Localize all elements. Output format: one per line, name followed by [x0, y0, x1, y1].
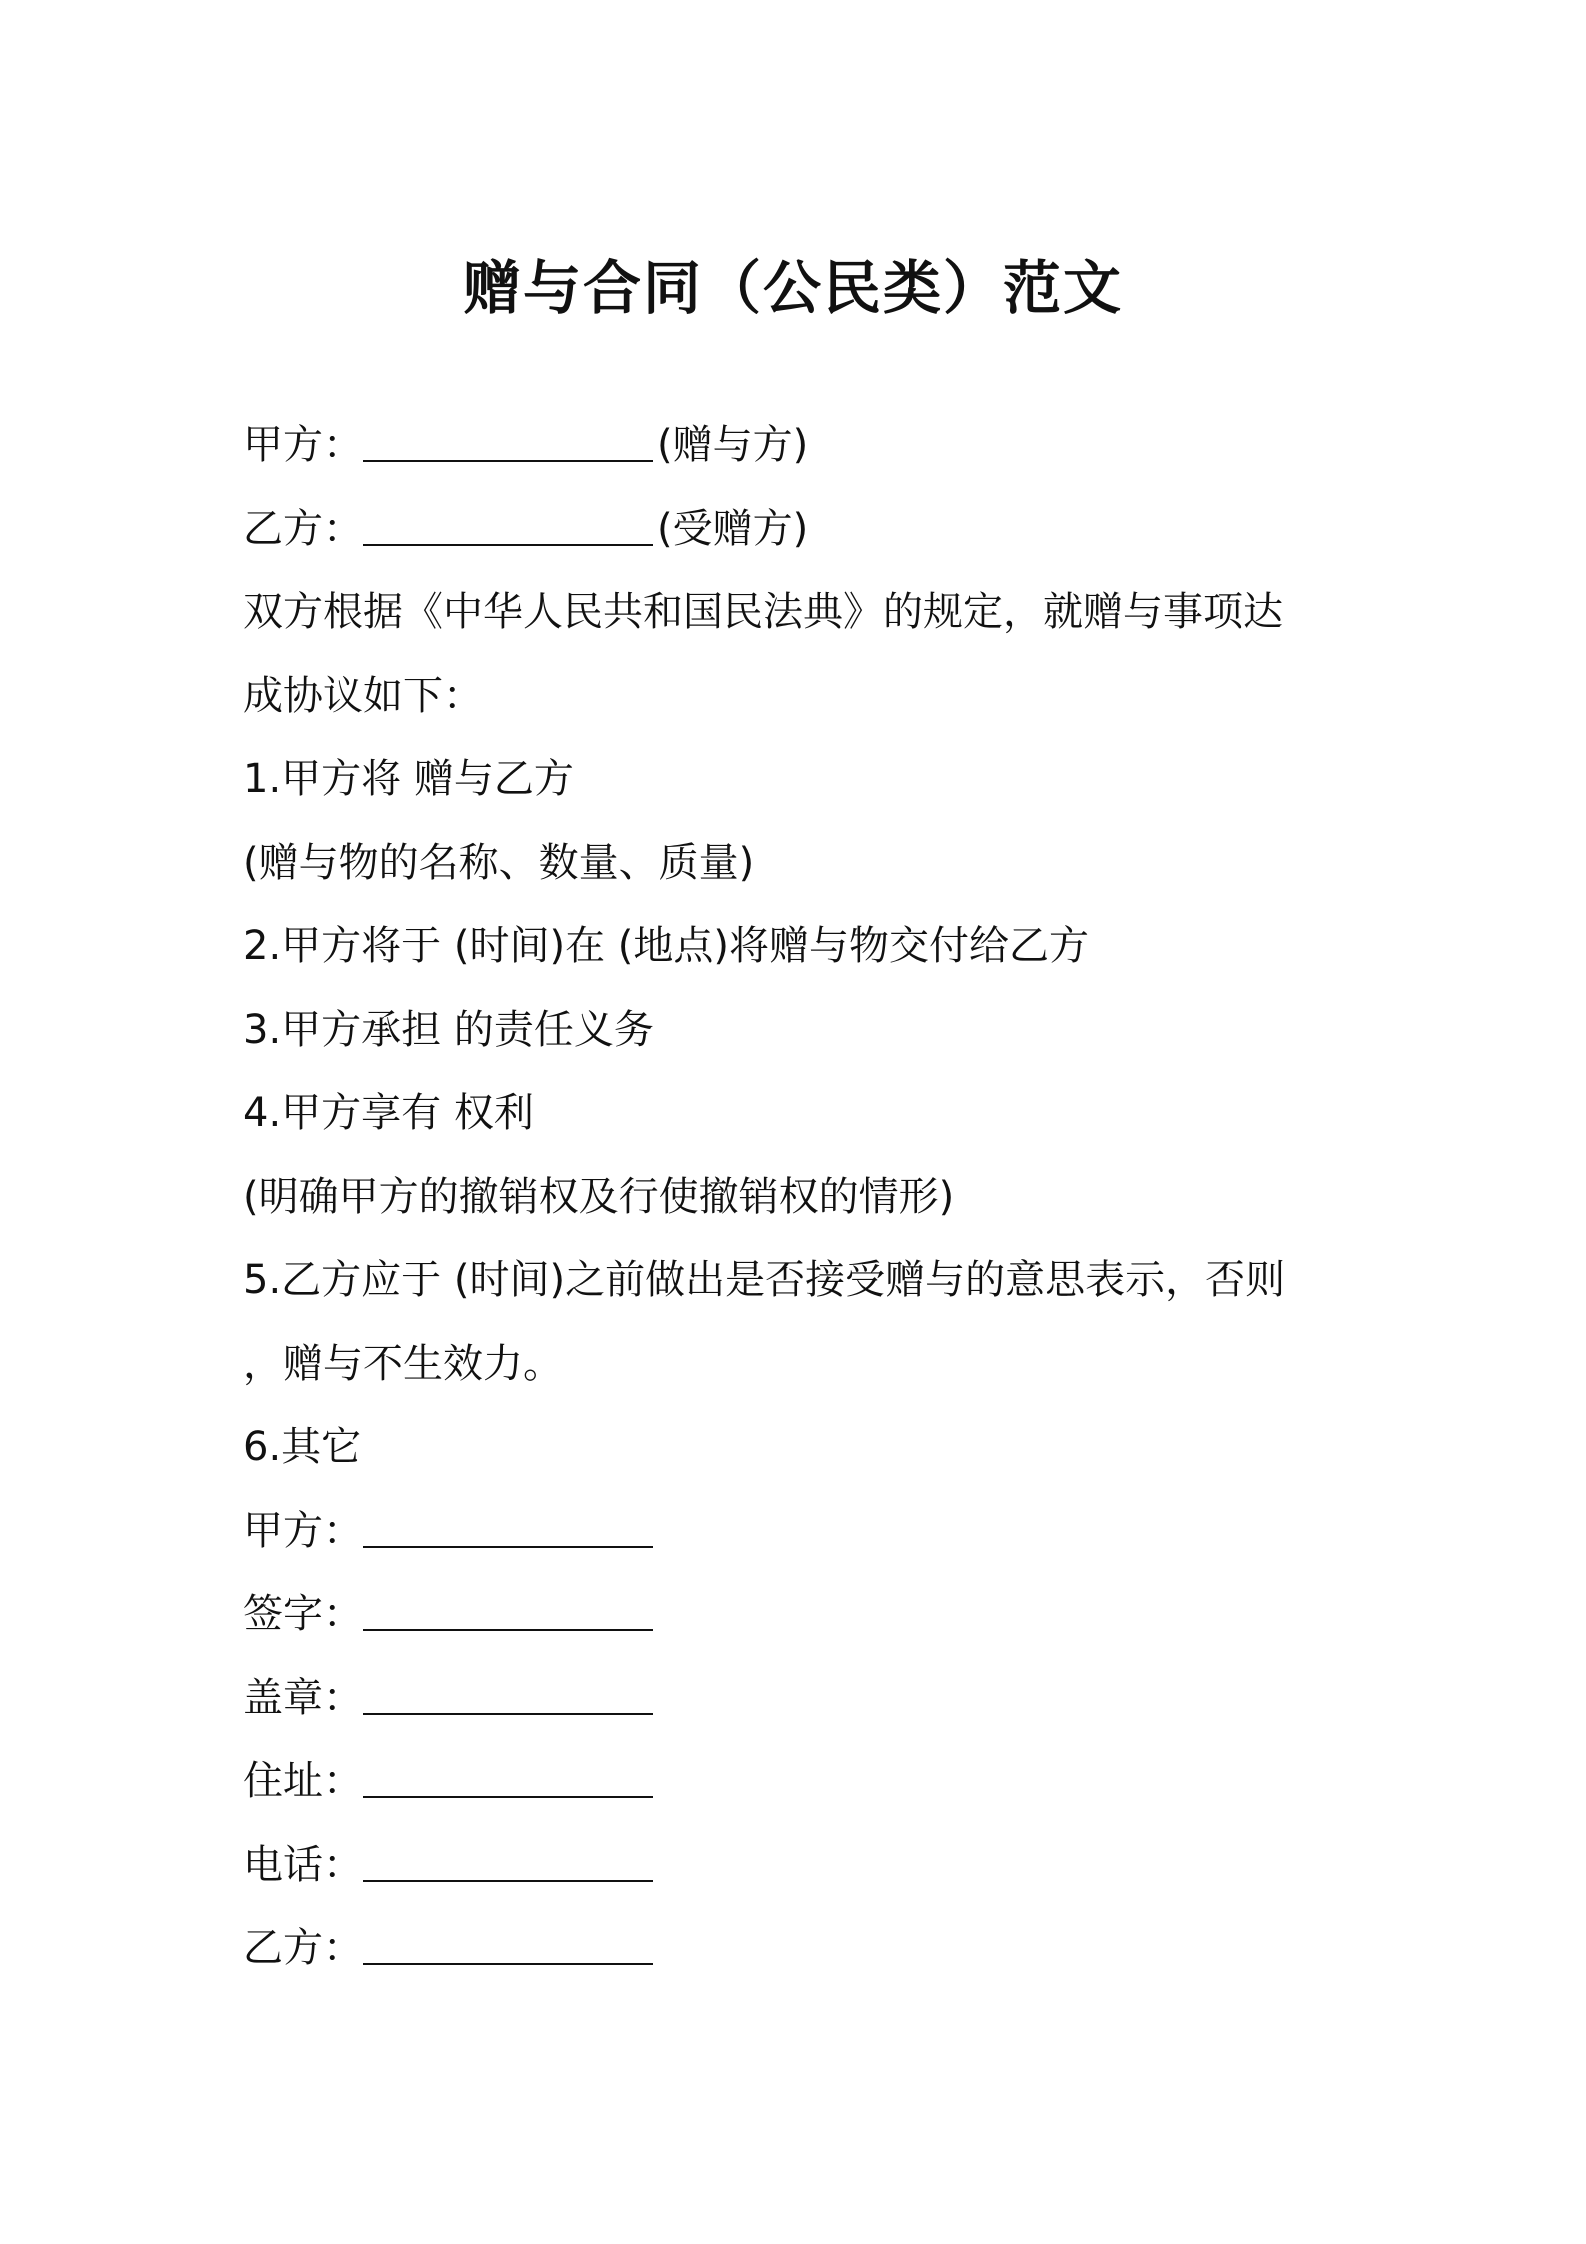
party-b-line [243, 488, 1353, 572]
sign-address-line [243, 1740, 1353, 1824]
clause-5-line-1: 5.乙方应于 (时间)之前做出是否接受赠与的意思表示，否则 [243, 1257, 1286, 1303]
sign-seal-blank [363, 1673, 653, 1715]
sign-party-b-blank [363, 1923, 653, 1965]
sign-seal-line [243, 1657, 1353, 1741]
sign-address-blank [363, 1756, 653, 1798]
sign-party-a-label: 甲方： [243, 1507, 363, 1554]
document-body [243, 404, 1353, 1991]
sign-phone-blank [363, 1840, 653, 1882]
party-a-blank [363, 420, 653, 462]
sign-party-b-line [243, 1907, 1353, 1991]
clause-4: 4.甲方享有 权利 [243, 1090, 534, 1136]
clause-1: 1.甲方将 赠与乙方 [243, 756, 574, 802]
clause-1-note: (赠与物的名称、数量、质量) [243, 839, 755, 886]
party-b-blank [363, 504, 653, 546]
intro-line-1: 双方根据《中华人民共和国民法典》的规定，就赠与事项达 [243, 589, 1283, 635]
clause-2: 2.甲方将于 (时间)在 (地点)将赠与物交付给乙方 [243, 923, 1090, 969]
clause-3: 3.甲方承担 的责任义务 [243, 1006, 654, 1053]
party-b-role: (受赠方) [657, 505, 809, 552]
party-b-label: 乙方： [243, 505, 363, 552]
clause-5-line-2: ，赠与不生效力。 [243, 1340, 563, 1387]
party-a-label: 甲方： [243, 422, 363, 468]
party-a-line [243, 404, 1353, 488]
sign-phone-line [243, 1824, 1353, 1908]
sign-party-a-blank [363, 1506, 653, 1548]
intro-line-2: 成协议如下： [243, 672, 483, 719]
clause-4-note: (明确甲方的撤销权及行使撤销权的情形) [243, 1173, 955, 1220]
sign-party-a-line [243, 1490, 1353, 1574]
sign-phone-label: 电话： [243, 1841, 363, 1888]
document-title: 赠与合同（公民类）范文 [462, 254, 1123, 322]
sign-signature-line [243, 1573, 1353, 1657]
sign-party-b-label: 乙方： [243, 1925, 363, 1971]
sign-signature-label: 签字： [243, 1591, 363, 1637]
sign-signature-blank [363, 1589, 653, 1631]
party-a-role: (赠与方) [657, 422, 809, 468]
sign-address-label: 住址： [243, 1758, 363, 1804]
sign-seal-label: 盖章： [243, 1674, 363, 1721]
clause-6: 6.其它 [243, 1424, 362, 1470]
